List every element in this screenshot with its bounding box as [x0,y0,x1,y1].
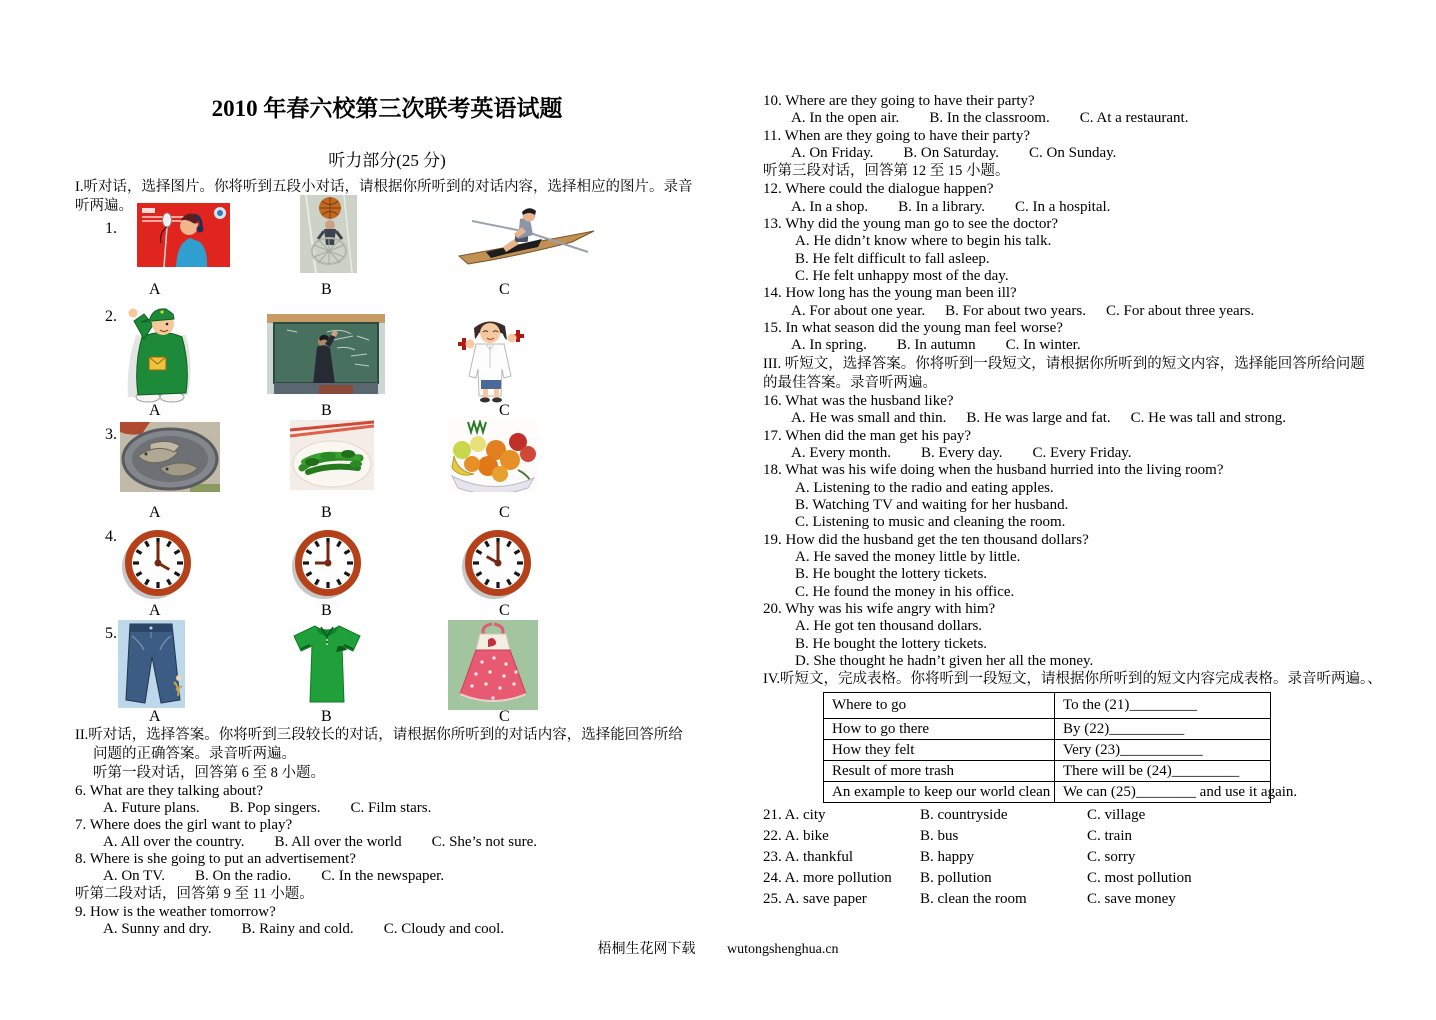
option-a: A. On Friday. [791,145,874,162]
basket-of-fruit-image [448,420,538,492]
option-a: A. In the open air. [791,110,900,127]
question-8-options [75,868,699,885]
question-22-options [763,826,1385,847]
question-10-options [763,110,1385,127]
label-c: C [499,402,510,419]
option-c: C. In the newspaper. [321,868,445,884]
table-cell-label: Result of more trash [832,762,955,779]
label-b: B [321,602,332,619]
label-b: B [321,281,332,298]
footer-site-url: wutongshenghua.cn [726,942,839,957]
question-16-options [763,410,1385,427]
dialog3-header: 听第三段对话，回答第 12 至 15 小题。 [763,163,1010,180]
option-c: C. In a hospital. [1015,198,1111,215]
green-vegetables-on-plate-image [290,420,374,490]
table-row [824,693,1271,719]
option-a: A. For about one year. [791,302,926,319]
option-b: B. bus [920,828,959,845]
option-c: C. For about three years. [1105,302,1255,319]
listening-section-heading: 听力部分(25 分) [328,151,446,170]
table-cell-value: We can (25) [1063,783,1136,800]
part2-intro-line1: II.听对话，选择答案。你将听到三段较长的对话，请根据你所听到的对话内容，选择能回答所给 [75,727,683,743]
table-cell-label: How they felt [832,741,915,758]
option-b: B. For about two years. [945,302,1086,319]
picture-question-row-2 [75,298,699,420]
clock-10-00-icon [458,525,538,605]
option-a: A. Sunny and dry. [103,921,212,937]
basketball-above-hoop-image [300,195,357,273]
picture-question-row-4 [75,522,699,620]
question-13: 13. Why did the young man go to see the doctor? [763,216,1059,233]
dialog2-header: 听第二段对话，回答第 9 至 11 小题。 [75,886,314,902]
question-number: 1. [105,220,117,237]
table-cell-label: An example to keep our world clean [832,783,1051,800]
table-row [824,761,1271,782]
label-a: A [149,708,161,725]
table-cell-suffix: and use it again. [1195,783,1298,800]
label-b: B [321,504,332,521]
option-b: B. He bought the lottery tickets. [795,635,988,652]
question-21-options [763,805,1385,826]
option-a: 25. A. save paper [763,891,867,908]
question-11-options [763,145,1385,162]
option-c: C. Cloudy and cool. [383,921,505,937]
part4-intro: IV.听短文，完成表格。你将听到一段短文，请根据你所听到的短文内容完成表格。录音听两遍。、 [763,671,1382,688]
option-b: B. In the classroom. [929,110,1050,127]
question-number: 2. [105,308,117,325]
label-b: B [321,708,332,725]
question-9-options [75,921,699,938]
question-23-options [763,847,1385,868]
option-c: C. sorry [1087,849,1136,866]
green-polo-shirt-image [288,620,366,708]
question-6-options [75,800,699,817]
label-a: A [149,504,161,521]
question-15-options [763,337,1385,354]
answer-blank-21: _________ [1129,697,1197,714]
question-number: 3. [105,426,117,443]
question-18: 18. What was his wife doing when the husband hurried into the living room? [763,462,1224,479]
option-b: B. On Saturday. [903,145,1000,162]
part2-intro-line2: 问题的正确答案。录音听两遍。 [93,746,296,762]
question-number: 4. [105,528,117,545]
option-a: A. All over the country. [103,834,245,850]
postman-cartoon-image [118,299,206,403]
option-d: D. She thought he hadn’t given her all the money. [795,652,1094,669]
option-b: B. Every day. [920,444,1003,461]
option-a: A. He was small and thin. [791,410,947,427]
label-c: C [499,281,510,298]
option-a: A. On TV. [103,868,165,884]
option-a: A. Every month. [791,444,891,461]
table-cell-value: There will be (24) [1063,762,1172,779]
option-c: C. village [1087,807,1146,824]
question-19: 19. How did the husband get the ten thousand dollars? [763,531,1089,548]
question-24-options [763,868,1385,889]
table-row [824,782,1271,803]
answer-blank-23: ___________ [1120,741,1203,758]
option-b: B. clean the room [920,891,1027,908]
label-b: B [321,402,332,419]
question-7-options [75,834,699,851]
option-a: A. Listening to the radio and eating apples. [795,479,1054,496]
left-column [75,88,699,938]
option-c: C. He felt unhappy most of the day. [795,268,1009,285]
part1-intro-line1: I.听对话，选择图片。你将听到五段小对话，请根据你所听到的对话内容，选择相应的图片。录音 [75,179,693,195]
label-c: C [499,602,510,619]
option-b: B. happy [920,849,975,866]
option-c: C. She’s not sure. [431,834,537,850]
question-25-options [763,889,1385,910]
question-12-options [763,199,1385,216]
dialog1-header: 听第一段对话，回答第 6 至 8 小题。 [93,765,325,781]
clock-9-00-icon [288,525,368,605]
question-14-options [763,303,1385,320]
option-b: B. He bought the lottery tickets. [795,566,988,583]
doctor-cartoon-image [452,316,530,403]
option-a: A. In spring. [791,337,867,354]
question-16: 16. What was the husband like? [763,392,954,409]
part1-intro-line2: 听两遍。 [75,198,133,214]
part4-table [823,692,1298,803]
option-c: C. He was tall and strong. [1130,410,1287,427]
man-rowing-boat-image [458,207,595,269]
clock-4-00-icon [118,525,198,605]
label-a: A [149,402,161,419]
option-b: B. countryside [920,807,1008,824]
option-a: 23. A. thankful [763,849,853,866]
question-10: 10. Where are they going to have their party? [763,93,1035,109]
question-11: 11. When are they going to have their party? [763,127,1030,144]
question-7: 7. Where does the girl want to play? [75,817,293,833]
option-b: B. All over the world [274,834,402,850]
option-b: B. In a library. [898,198,985,215]
option-a: A. He saved the money little by little. [795,548,1021,565]
picture-question-row-3 [75,420,699,522]
option-c: C. At a restaurant. [1079,110,1189,127]
table-cell-value: To the (21) [1063,697,1130,714]
blue-jeans-image [118,620,185,708]
question-12: 12. Where could the dialogue happen? [763,181,994,198]
label-c: C [499,504,510,521]
picture-question-row-5 [75,620,699,724]
footer-site-name: 梧桐生花网下载 [597,942,696,957]
option-b: B. He was large and fat. [966,410,1111,427]
table-cell-value: By (22) [1063,720,1110,737]
option-c: C. On Sunday. [1029,145,1117,162]
page-title: 2010 年春六校第三次联考英语试题 [211,96,563,121]
table-row [824,740,1271,761]
option-b: B. Rainy and cold. [241,921,354,937]
teacher-at-blackboard-image [267,314,385,394]
question-17: 17. When did the man get his pay? [763,427,972,444]
option-c: C. Film stars. [350,800,432,816]
footer [0,938,1436,958]
option-b: B. Pop singers. [229,800,321,816]
option-c: C. save money [1087,891,1176,908]
option-c: C. In winter. [1005,337,1081,354]
option-a: A. He didn’t know where to begin his talk. [795,233,1052,250]
label-c: C [499,708,510,725]
option-c: C. Every Friday. [1032,444,1132,461]
singer-with-microphone-poster-image [137,203,230,267]
question-9: 9. How is the weather tomorrow? [75,904,276,920]
answer-blank-25: ________ [1135,783,1196,800]
option-b: B. On the radio. [194,868,292,884]
fish-in-pan-image [120,422,220,492]
question-15: 15. In what season did the young man feel worse? [763,320,1063,337]
option-b: B. Watching TV and waiting for her husband. [795,496,1069,513]
table-cell-label: Where to go [832,697,907,714]
question-20: 20. Why was his wife angry with him? [763,600,996,617]
option-c: C. He found the money in his office. [795,583,1015,600]
option-a: 21. A. city [763,807,826,824]
label-a: A [149,602,161,619]
table-cell-label: How to go there [832,720,930,737]
option-a: A. Future plans. [103,800,200,816]
question-14: 14. How long has the young man been ill? [763,285,1017,302]
red-polka-dot-dress-image [448,620,538,710]
option-b: B. In autumn [896,337,976,354]
picture-question-row-1 [75,195,699,298]
option-a: A. In a shop. [791,198,869,215]
option-b: B. He felt difficult to fall asleep. [795,250,990,267]
answer-blank-24: _________ [1171,762,1240,779]
option-c: C. train [1087,828,1132,845]
part3-intro-line2: 的最佳答案。录音听两遍。 [763,374,937,391]
table-cell-value: Very (23) [1063,741,1121,758]
label-a: A [149,281,161,298]
question-6: 6. What are they talking about? [75,783,263,799]
question-number: 5. [105,625,117,642]
option-c: C. Listening to music and cleaning the room. [795,514,1066,531]
option-a: A. He got ten thousand dollars. [795,618,983,635]
table-row [824,719,1271,740]
option-b: B. pollution [920,870,992,887]
question-8: 8. Where is she going to put an advertisement? [75,851,356,867]
question-17-options [763,445,1385,462]
right-column [763,88,1385,910]
option-a: 22. A. bike [763,828,829,845]
option-a: 24. A. more pollution [763,870,892,887]
answer-blank-22: __________ [1109,720,1185,737]
part3-intro-line1: III. 听短文，选择答案。你将听到一段短文，请根据你所听到的短文内容，选择能回答所给问题 [763,355,1365,372]
option-c: C. most pollution [1087,870,1192,887]
